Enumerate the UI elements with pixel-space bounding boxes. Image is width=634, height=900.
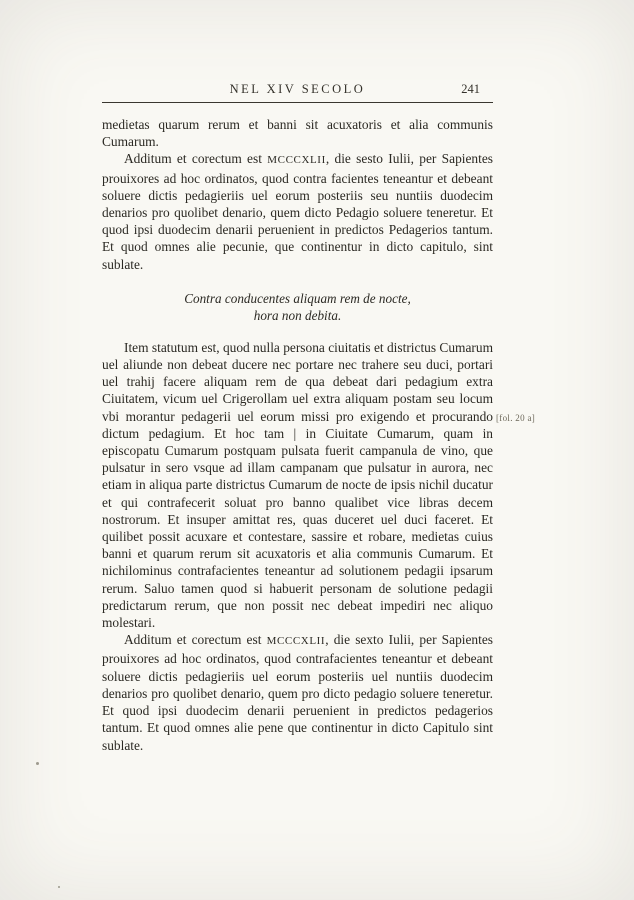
paragraph-text: Additum et corectum est: [124, 632, 267, 648]
section-heading-line: Contra conducentes aliquam rem de nocte,: [184, 290, 411, 306]
paragraph-statutum: Item statutum est, quod nulla persona ciuitatis et districtus Cumarum uel aliunde non debeat ducere nec portare nec trahere seu duci, portari uel trahij facere aliquam rem de qua debeat dari pedagium extra Ciuitatem, vicum uel Crigerollam uel extra aliquam postam seu locum vbi morantur pedagerii uel eorum missi pro exigendo et procurando dictum pedagium. Et hoc tam | in Ciuitate Cumarum, quam in episcopatu Cumarum postquam pulsata fuerit campanula de vino, que pulsatur in sero vsque ad illam campanam que pulsatur in aurora, nec etiam in aliqua parte districtus Cumarum de nocte de ipsis nichil ducatur et qui contrafecerit soluat pro banno qualibet vice libras decem nostrorum. Et insuper amittat res, quas duceret uel duci faceret. Et quilibet possit acuxare et contestare, sassire et robare, medietas cuius banni et quarum rerum sit acuxatoris et alia communis Cumarum. Et nichilominus contrafacientes teneantur ad solutionem pedagii ipsarum rerum. Saluo tamen quod si habuerit personam de solutione pedagii predictarum rerum, que non possit nec debeat impediri nec aliquo molestari.: [102, 339, 493, 631]
header-rule: [102, 102, 493, 103]
paragraph-additum-2: [102, 631, 493, 753]
paragraph-additum-1: [102, 150, 493, 272]
running-title: NEL XIV SECOLO: [229, 82, 366, 96]
text-block: [102, 116, 493, 754]
roman-year: MCCCXLII: [267, 154, 326, 167]
paragraph-text: Additum et corectum est: [124, 151, 268, 167]
section-heading: [102, 290, 493, 324]
page-number: 241: [461, 82, 480, 96]
paragraph-text: , die sesto Iulii, per Sapientes prouixores ad hoc ordinatos, quod contra facientes teneantur et debeant soluere dictis pedagieriis uel eorum posteriis seu nuntiis duodecim denarios pro quolibet denario, quem dicto Pedagio soluere teneretur. Et quod ipsi duodecim denarii peruenient in predictos Pedagerios tantum. Et quod omnes alie pecunie, que continentur in dicto capitulo, sint sublate.: [102, 151, 494, 272]
folio-margin-note: [fol. 20 a]: [496, 413, 536, 423]
page-header: [102, 82, 493, 98]
paragraph-text: , die sexto Iulii, per Sapientes prouixores ad hoc ordinatos, quod contrafacientes teneantur et debeant soluere dictis pedagieriis uel eorum posteriis uel nuntiis duodecim denarios pro quolibet denario, quem pro dicto pedagio soluere teneretur. Et quod ipsi duodecim denarii peruenient in predictos pedagerios tantum. Et quod omnes alie pene que continentur in dicto Capitulo sint sublate.: [102, 632, 494, 753]
dust-speck: [36, 762, 39, 765]
dust-speck: [58, 886, 60, 888]
section-heading-line: hora non debita.: [253, 307, 342, 323]
roman-year: MCCCXLII: [266, 635, 326, 648]
paragraph-continuation: medietas quarum rerum et banni sit acuxatoris et alia communis Cumarum.: [102, 117, 493, 150]
